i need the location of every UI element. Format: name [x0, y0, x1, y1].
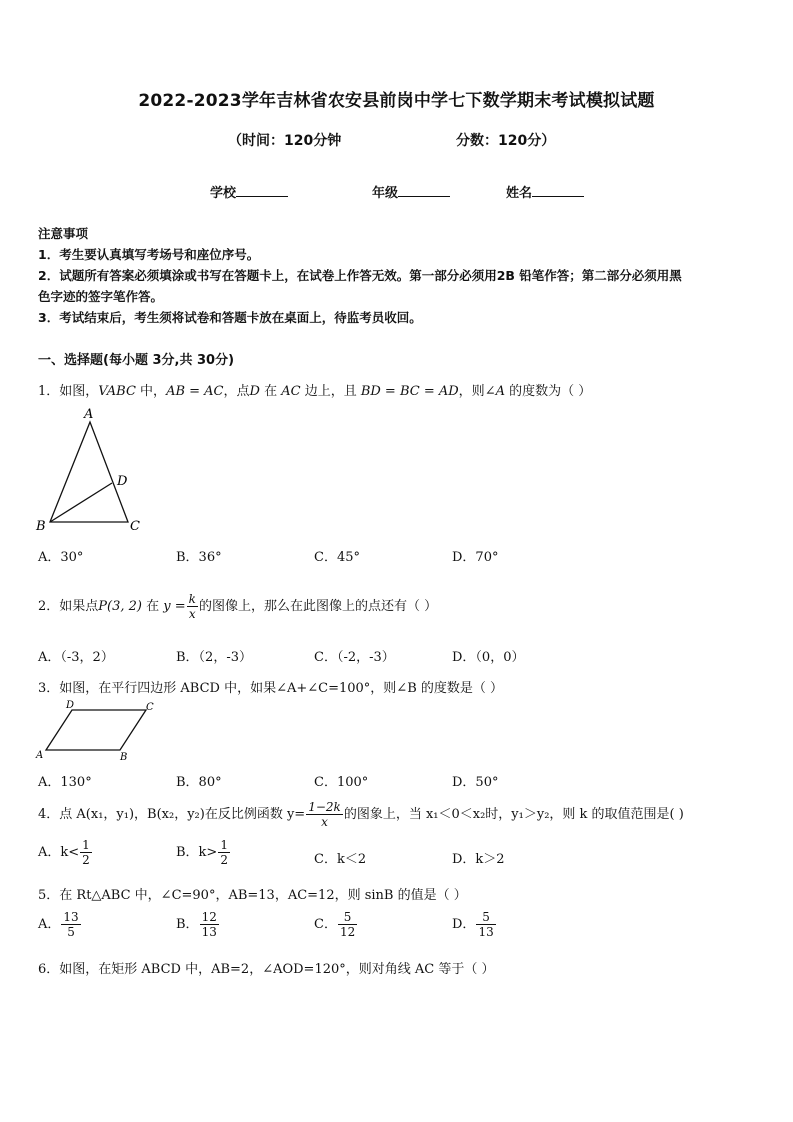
vertex-label: A: [36, 750, 44, 761]
vertex-label: C: [130, 519, 140, 534]
page-title: 2022-2023学年吉林省农安县前岗中学七下数学期末考试模拟试题: [138, 91, 655, 111]
option-a[interactable]: A．k< $\frac{1}{2}$: [38, 838, 90, 867]
note-item: 3．考试结束后，考生须将试卷和答题卡放在桌面上，待监考员收回。: [38, 310, 422, 325]
parallelogram-figure: [30, 698, 160, 762]
question-1: 1．如图，VABC 中，AB = AC，点D 在 AC 边上，且 BD = BC = AD，则∠A 的度数为（ ）: [38, 384, 592, 399]
option-b[interactable]: B．36°: [176, 550, 222, 565]
name-field: [506, 182, 584, 201]
option-b[interactable]: B．k> $\frac{1}{2}$: [176, 838, 228, 867]
note-item: 2．试题所有答案必须填涂或书写在答题卡上，在试卷上作答无效。第一部分必须用2B 铅笔作答；第二部分必须用黑: [38, 268, 682, 283]
option-d[interactable]: D． $\frac{5}{13}$: [452, 910, 494, 939]
option-a[interactable]: A． $\frac{13}{5}$: [38, 910, 79, 939]
vertex-label: D: [117, 474, 128, 489]
option-c[interactable]: C．k＜2: [314, 852, 367, 867]
option-c[interactable]: C． $\frac{5}{12}$: [314, 910, 356, 939]
option-d[interactable]: D．（0，0）: [452, 650, 525, 665]
option-d[interactable]: D．70°: [452, 550, 499, 565]
question-2: 2．如果点P(3, 2) 在 y = $\frac{k}{x}$ 的图像上，那么在此图像上的点还有（ ）: [38, 592, 438, 621]
option-d[interactable]: D．50°: [452, 775, 499, 790]
question-5: 5．在 Rt△ABC 中，∠C=90°，AB=13，AC=12，则 sinB 的值是（ ）: [38, 888, 467, 903]
question-3: 3．如图，在平行四边形 ABCD 中，如果∠A+∠C=100°，则∠B 的度数是（ ）: [38, 681, 504, 696]
school-field: [210, 182, 288, 201]
question-6: 6．如图，在矩形 ABCD 中，AB=2，∠AOD=120°，则对角线 AC 等于（ ）: [38, 962, 495, 977]
triangle-figure: [30, 404, 150, 536]
question-4: 4．点 A(x₁，y₁)，B(x₂，y₂)在反比例函数 y= $\frac{1-2k}{x}$ 的图象上，当 x₁＜0＜x₂时，y₁＞y₂，则 k 的取值范围是( ): [38, 800, 684, 829]
name-blank[interactable]: [532, 184, 584, 197]
exam-score: 分数：120分）: [456, 133, 556, 149]
option-a[interactable]: A．（-3，2）: [38, 650, 114, 665]
option-b[interactable]: B．（2，-3）: [176, 650, 252, 665]
option-a[interactable]: A．130°: [38, 775, 92, 790]
name-label: 姓名: [506, 186, 533, 201]
vertex-label: C: [146, 702, 154, 713]
option-c[interactable]: C．45°: [314, 550, 360, 565]
note-item: 色字迹的签字笔作答。: [38, 289, 164, 304]
grade-field: [372, 182, 450, 201]
vertex-label: A: [84, 407, 94, 422]
option-d[interactable]: D．k＞2: [452, 852, 505, 867]
option-c[interactable]: C．（-2，-3）: [314, 650, 395, 665]
vertex-label: B: [120, 752, 128, 762]
note-item: 1．考生要认真填写考场号和座位序号。: [38, 247, 260, 262]
notes-heading: 注意事项: [38, 226, 89, 241]
exam-time: （时间：120分钟: [228, 133, 342, 149]
option-b[interactable]: B． $\frac{12}{13}$: [176, 910, 217, 939]
grade-blank[interactable]: [398, 184, 450, 197]
vertex-label: B: [36, 519, 46, 534]
vertex-label: D: [66, 700, 75, 711]
option-c[interactable]: C．100°: [314, 775, 369, 790]
option-a[interactable]: A．30°: [38, 550, 84, 565]
section-heading: 一、选择题(每小题 3分,共 30分): [38, 353, 235, 368]
grade-label: 年级: [372, 186, 399, 201]
school-label: 学校: [210, 186, 237, 201]
school-blank[interactable]: [236, 184, 288, 197]
option-b[interactable]: B．80°: [176, 775, 222, 790]
